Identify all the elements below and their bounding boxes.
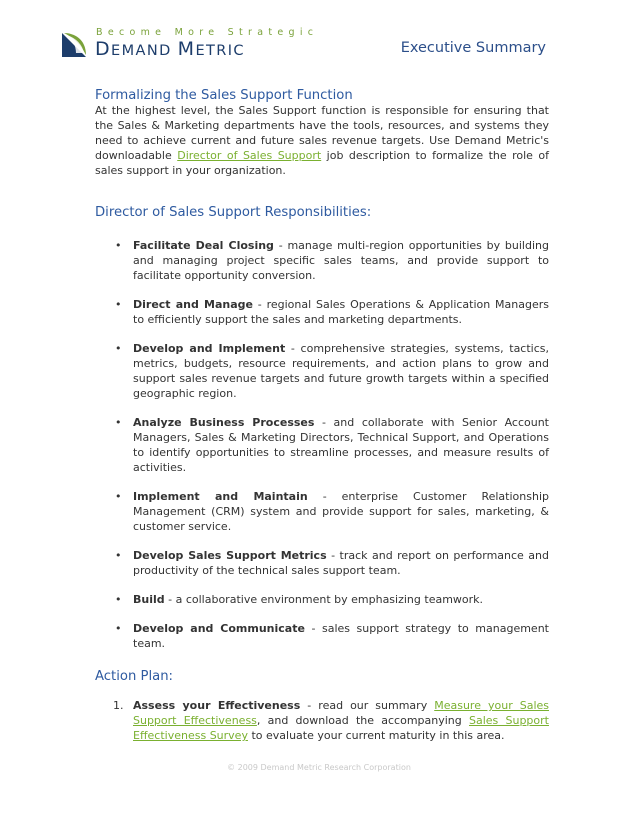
item-text: - regional Sales Operations & Application Managers to efficiently support the sales and marketing departments. [133,298,549,326]
brand-letter-d: D [95,38,112,60]
bullet: • [115,239,122,252]
effectiveness-survey-link[interactable]: Sales Support Effectiveness Survey [133,714,549,742]
item-text: - enterprise Customer Relationship Management (CRM) system and provide support for sales, marketing, & customer service. [133,490,549,533]
item-text: - read our summary [300,699,435,712]
item-title: Direct and Manage [133,298,253,311]
intro-text-after: job description to formalize the role of sales support in your organization. [95,149,550,177]
list-item [95,341,549,401]
list-item [95,698,549,743]
measure-effectiveness-link[interactable]: Measure your Sales Support Effectiveness [133,699,549,727]
copyright-footer: © 2009 Demand Metric Research Corporation [227,763,411,772]
brand-word-etric: ETRIC [195,43,245,59]
responsibilities-list [95,238,549,651]
item-text: , and download the accompanying [256,714,469,727]
item-text: - manage multi-region opportunities by building and managing project specific sales teams, and provide support to facilitate opportunity conversion. [133,239,549,282]
brand-letter-m: M [177,38,196,60]
list-item [95,592,549,607]
bullet: • [115,549,122,562]
action-plan-list [95,698,549,743]
item-text: - and collaborate with Senior Account Managers, Sales & Marketing Directors, Technical Support, and Operations to identify opportunities to streamline processes, and measure results of activities. [133,416,549,474]
item-text: - track and report on performance and productivity of the technical sales support team. [133,549,549,577]
item-text: - sales support strategy to management team. [133,622,549,650]
section-heading-formalizing: Formalizing the Sales Support Function [95,88,353,103]
item-text: - a collaborative environment by emphasizing teamwork. [164,593,484,606]
list-item [95,297,549,327]
intro-paragraph [95,103,549,178]
director-of-sales-support-link[interactable]: Director of Sales Support [177,149,322,162]
demand-metric-logo-icon [60,31,88,59]
item-title: Analyze Business Processes [133,416,315,429]
item-title: Build [133,593,165,606]
list-item [95,621,549,651]
bullet: • [115,416,122,429]
item-text: to evaluate your current maturity in this area. [247,729,505,742]
item-title: Develop Sales Support Metrics [133,549,327,562]
item-title: Implement and Maintain [133,490,308,503]
document-body [95,88,549,743]
list-item [95,489,549,534]
page-header [60,26,560,66]
bullet: • [115,622,122,635]
item-title: Facilitate Deal Closing [133,239,274,252]
document-title: Executive Summary [400,40,546,56]
item-title: Develop and Communicate [133,622,305,635]
brand-name [95,38,245,60]
item-text: - comprehensive strategies, systems, tactics, metrics, budgets, resource requirements, and action plans to grow and support sales revenue targets and future growth targets within a specified geographic region. [133,342,549,400]
brand-word-emand: EMAND [111,43,178,59]
bullet: • [115,298,122,311]
item-title: Develop and Implement [133,342,286,355]
bullet: • [115,490,122,503]
intro-text-before: At the highest level, the Sales Support function is responsible for ensuring that the Sales & Marketing departments have the tools, resources, and systems they need to achieve current and future sales revenue targets. Use Demand Metric's downloadable [95,104,549,162]
section-heading-responsibilities: Director of Sales Support Responsibilities: [95,205,372,220]
section-heading-action-plan: Action Plan: [95,669,173,684]
tagline: Become More Strategic [96,27,319,38]
list-item [95,415,549,475]
item-title: Assess your Effectiveness [133,699,301,712]
list-item [95,548,549,578]
item-number: 1. [113,699,124,712]
bullet: • [115,593,122,606]
bullet: • [115,342,122,355]
list-item [95,238,549,283]
